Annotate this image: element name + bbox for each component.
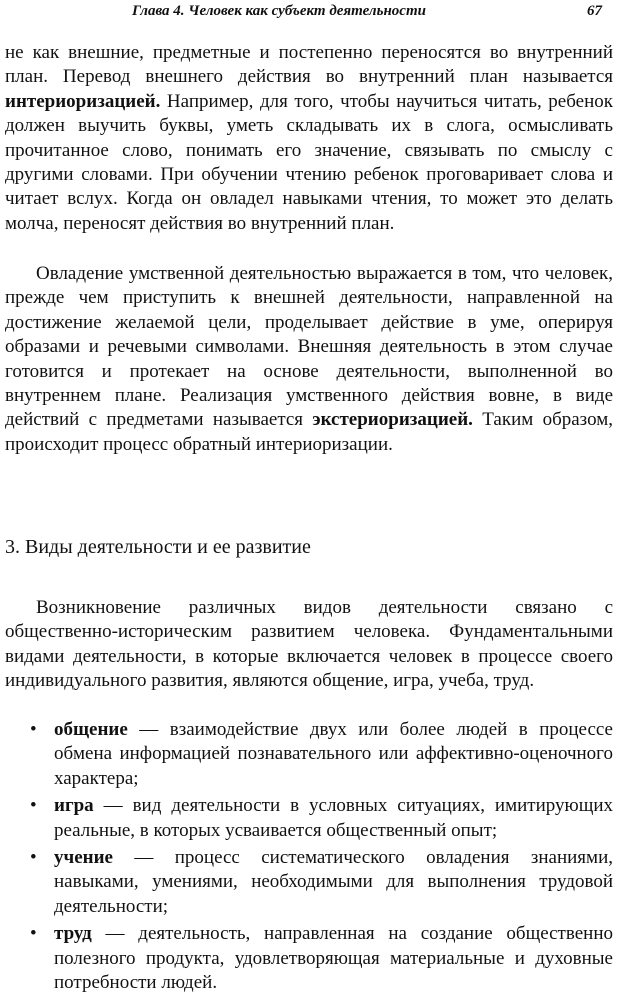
bullet-icon: •	[30, 923, 37, 945]
paragraph-3	[5, 596, 613, 694]
running-header	[132, 3, 602, 23]
list-item-term: учение	[54, 847, 113, 869]
section-heading: 3. Виды деятельности и ее развитие	[5, 536, 311, 558]
list-item-term: игра	[54, 795, 94, 817]
paragraph-2	[5, 262, 613, 457]
bullet-icon: •	[30, 795, 37, 817]
list-item	[30, 718, 613, 791]
list-item	[30, 922, 613, 995]
bullet-icon: •	[30, 719, 37, 740]
list-item-text: — процесс систематического овладения знаниями, навыками, умениями, необходимыми для выполнения трудовой деятельности;	[54, 847, 613, 917]
bullet-icon: •	[30, 847, 37, 869]
page-number: 67	[587, 3, 602, 19]
paragraph-1-text-end: Например, для того, чтобы научиться читать, ребенок должен выучить буквы, уметь складывать их в слога, осмысливать прочитанное слово, понимать его значение, связывать по смыслу с другими словами. При обучении чтению ребенок проговаривает слова и читает вслух. Когда он овладел навыками чтения, то может это делать молча, переносят действия во внутренний план.	[5, 90, 613, 234]
list-item-term: общение	[54, 719, 128, 740]
activity-types-list	[30, 718, 613, 998]
paragraph-1-text-start: не как внешние, предметные и постепенно переносятся во внутренний план. Перевод внешнего действия во внутренний план называется	[5, 42, 613, 88]
chapter-title: Глава 4. Человек как субъект деятельности	[132, 3, 426, 19]
list-item	[30, 794, 613, 843]
list-item	[30, 846, 613, 919]
paragraph-3-text: Возникновение различных видов деятельности связано с общественно-историческим развитием человека. Фундаментальными видами деятельности, в которые включается человек в процессе своего индивидуального развития, являются общение, игра, учеба, труд.	[5, 597, 613, 692]
list-item-text: — взаимодействие двух или более людей в процессе обмена информацией познавательного или аффективно-оценочного характера;	[54, 719, 613, 789]
term-interiorization: интериоризацией.	[5, 90, 161, 112]
list-item-text: — деятельность, направленная на создание общественно полезного продукта, удовлетворяющая материальные и духовные потребности людей.	[54, 923, 613, 994]
paragraph-2-text-end: Таким образом, происходит процесс обратный интериоризации.	[5, 409, 613, 455]
list-item-text: — вид деятельности в условных ситуациях, имитирующих реальные, в которых усваивается общественный опыт;	[54, 795, 613, 841]
paragraph-2-text-start: Овладение умственной деятельностью выражается в том, что человек, прежде чем приступить к внешней деятельности, направленной на достижение желаемой цели, проделывает действие в уме, оперируя образами и речевыми символами. Внешняя деятельность в этом случае готовится и протекает на основе деятельности, выполненной во внутреннем плане. Реализация умственного действия вовне, в виде действий с предметами называется	[5, 263, 613, 431]
list-item-term: труд	[54, 923, 92, 945]
term-exteriorization: экстериоризацией.	[312, 409, 473, 431]
paragraph-1	[5, 41, 613, 236]
